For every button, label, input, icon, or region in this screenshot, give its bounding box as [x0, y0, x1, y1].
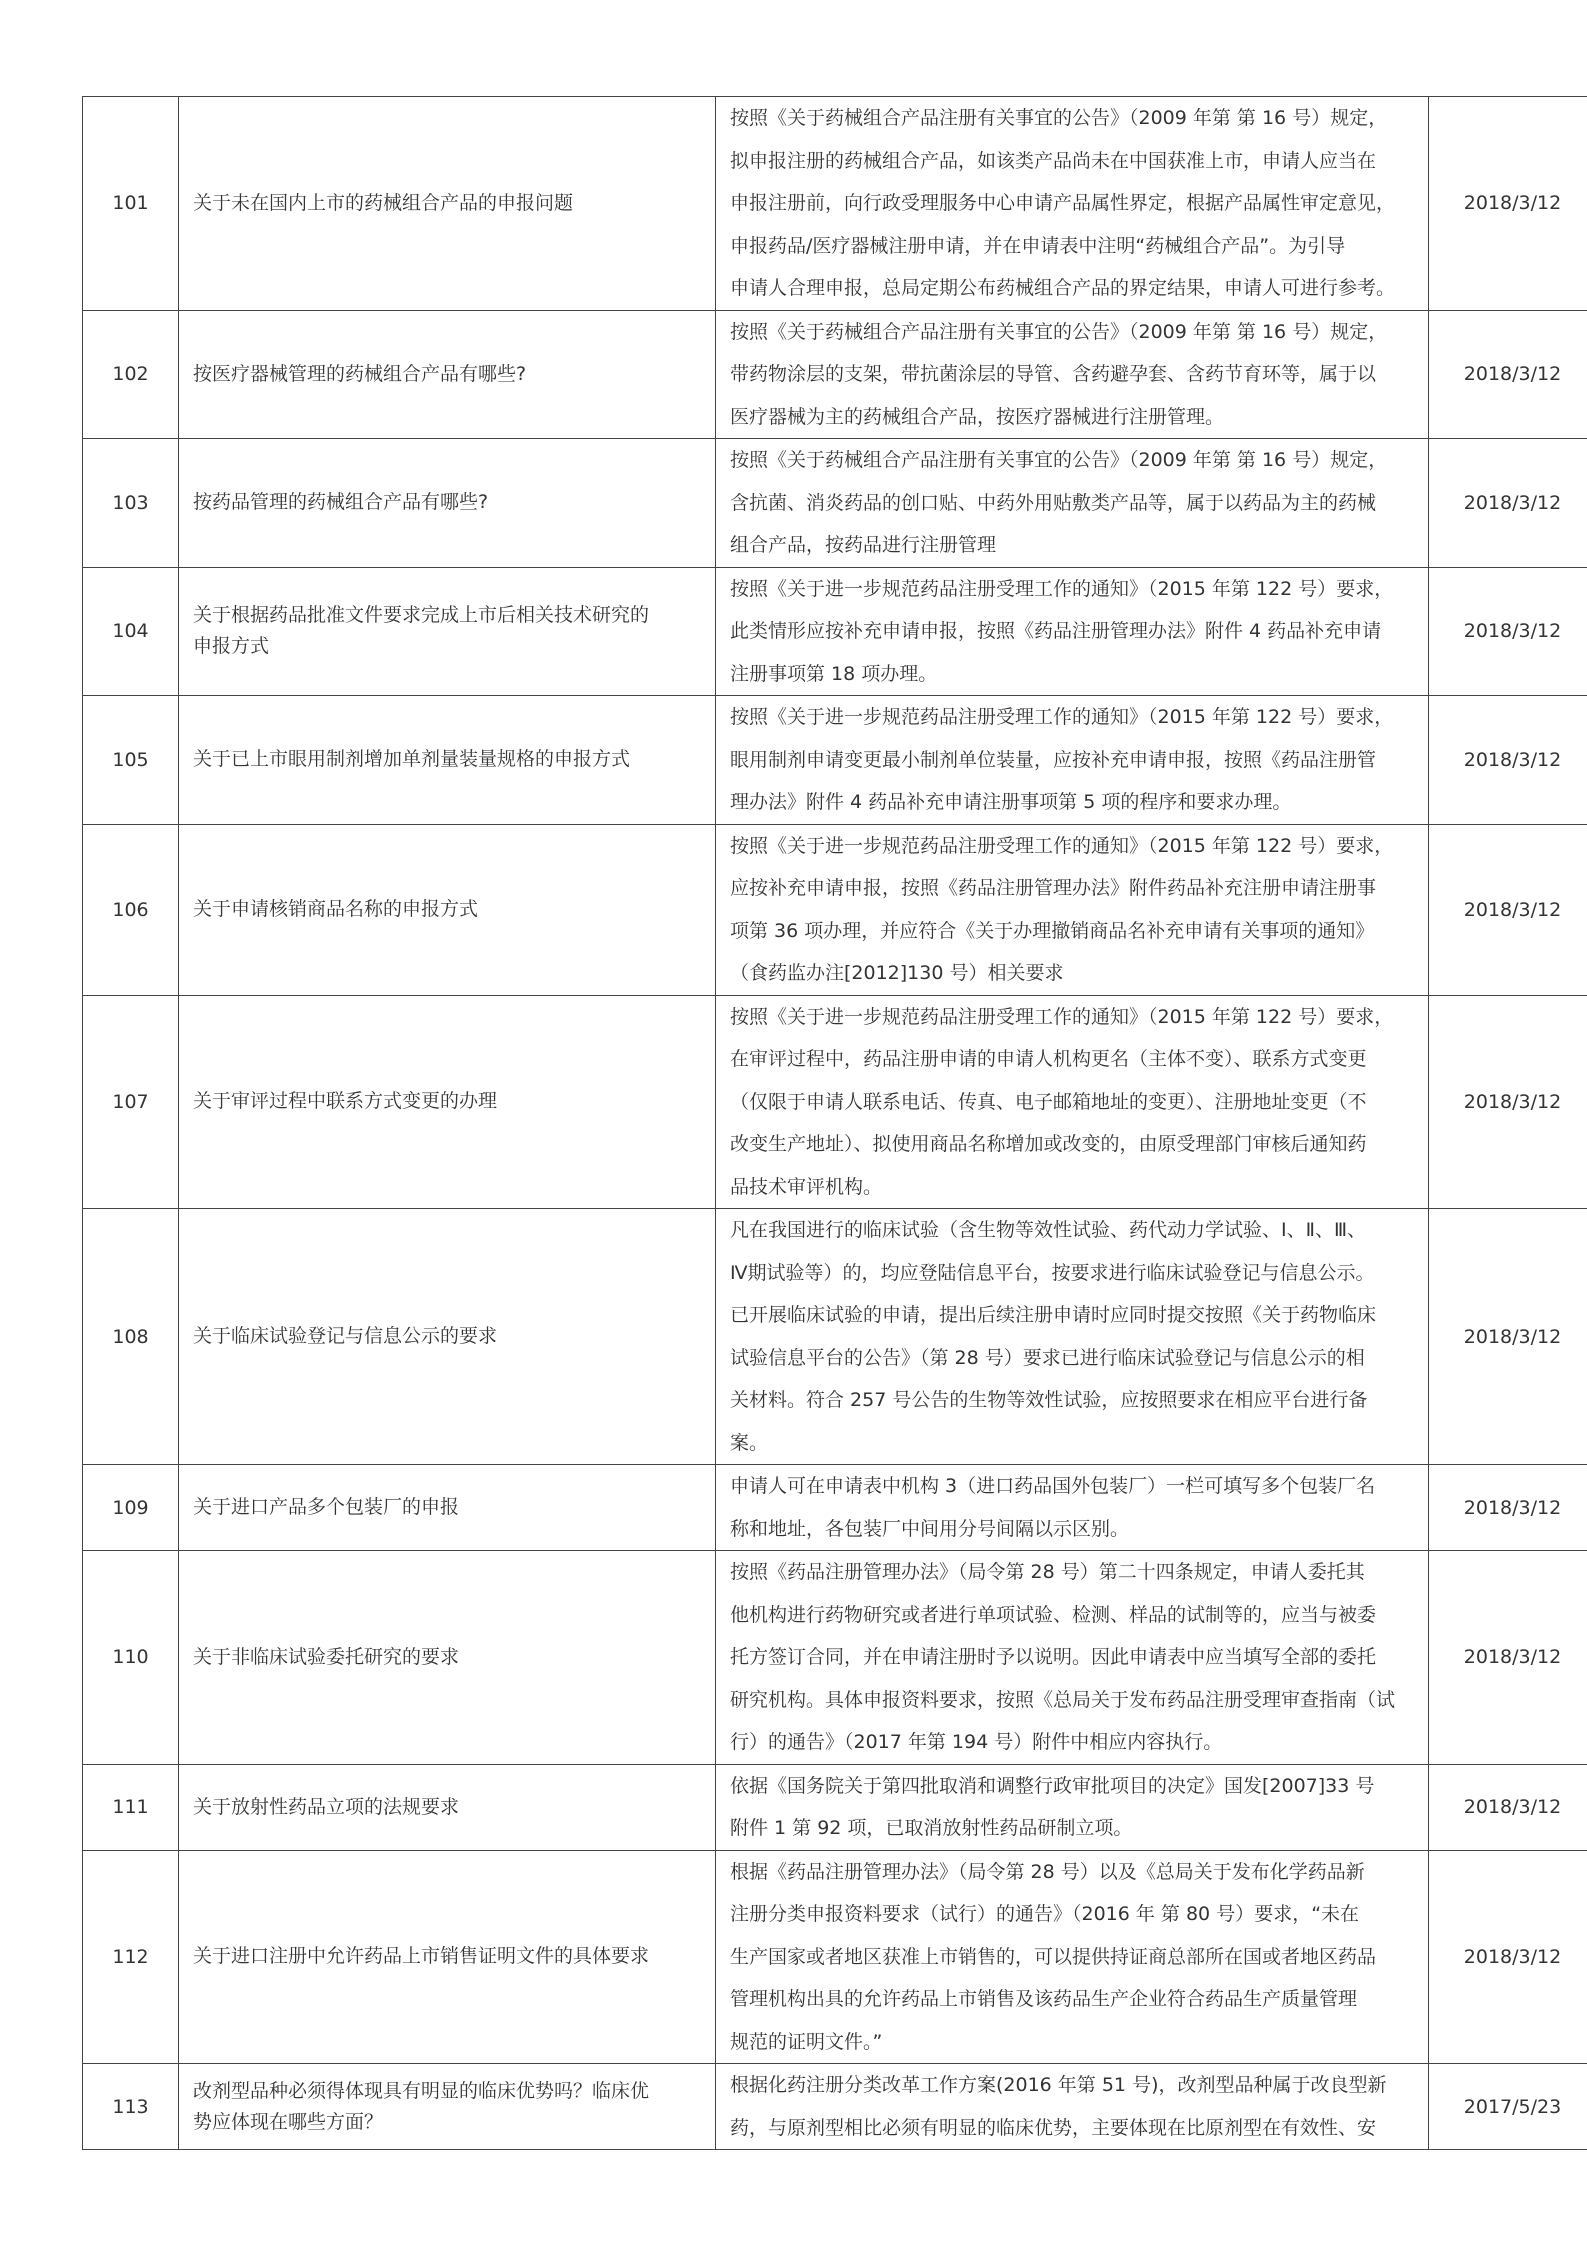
answer-line: 按照《关于药械组合产品注册有关事宜的公告》（2009 年第 第 16 号）规定， [730, 107, 1388, 129]
answer-text [716, 439, 1429, 568]
question-topic: 关于进口产品多个包装厂的申报 [179, 1465, 716, 1551]
answer-text [716, 1551, 1429, 1765]
answer-line: （仅限于申请人联系电话、传真、电子邮箱地址的变更）、注册地址变更（不 [730, 1090, 1367, 1113]
publish-date: 2018/3/12 [1429, 995, 1587, 1209]
answer-line: 按照《关于药械组合产品注册有关事宜的公告》（2009 年第 第 16 号）规定， [730, 449, 1388, 471]
publish-date: 2018/3/12 [1429, 1465, 1587, 1551]
answer-line: 根据化药注册分类改革工作方案(2016 年第 51 号)，改剂型品种属于改良型新 [730, 2074, 1387, 2096]
topic-line: 势应体现在哪些方面？ [193, 2110, 384, 2133]
answer-line: 按照《关于进一步规范药品注册受理工作的通知》（2015 年第 122 号）要求， [730, 577, 1394, 600]
question-topic: 关于进口注册中允许药品上市销售证明文件的具体要求 [179, 1850, 716, 2064]
question-topic: 关于非临床试验委托研究的要求 [179, 1551, 716, 1765]
row-number: 113 [83, 2064, 179, 2150]
answer-line: 申请人可在申请表中机构 3（进口药品国外包装厂）一栏可填写多个包装厂名 [730, 1475, 1376, 1497]
answer-line: 在审评过程中，药品注册申请的申请人机构更名（主体不变）、联系方式变更 [730, 1048, 1367, 1070]
question-topic: 关于已上市眼用制剂增加单剂量装量规格的申报方式 [179, 696, 716, 825]
question-topic: 关于放射性药品立项的法规要求 [179, 1764, 716, 1850]
answer-line: 带药物涂层的支架，带抗菌涂层的导管、含药避孕套、含药节育环等，属于以 [730, 363, 1377, 385]
answer-line: 应按补充申请申报，按照《药品注册管理办法》附件药品补充注册申请注册事 [730, 877, 1377, 899]
answer-text [716, 995, 1429, 1209]
answer-line: 依据《国务院关于第四批取消和调整行政审批项目的决定》国发[2007]33 号 [730, 1774, 1375, 1797]
publish-date: 2018/3/12 [1429, 310, 1587, 439]
table-row [83, 1764, 1587, 1850]
answer-line: 关材料。符合 257 号公告的生物等效性试验，应按照要求在相应平台进行备 [730, 1389, 1368, 1411]
topic-line: 申报方式 [193, 635, 270, 658]
topic-line: 关于根据药品批准文件要求完成上市后相关技术研究的 [193, 604, 650, 627]
answer-line: 注册事项第 18 项办理。 [730, 662, 938, 685]
answer-line: 按照《关于进一步规范药品注册受理工作的通知》（2015 年第 122 号）要求， [730, 706, 1394, 728]
question-topic: 关于未在国内上市的药械组合产品的申报问题 [179, 97, 716, 311]
answer-line: 试验信息平台的公告》（第 28 号）要求已进行临床试验登记与信息公示的相 [730, 1346, 1365, 1369]
answer-line: 按照《关于药械组合产品注册有关事宜的公告》（2009 年第 第 16 号）规定， [730, 320, 1388, 343]
answer-line: 含抗菌、消炎药品的创口贴、中药外用贴敷类产品等，属于以药品为主的药械 [730, 491, 1377, 514]
answer-line: （食药监办注[2012]130 号）相关要求 [730, 962, 1064, 984]
answer-text [716, 696, 1429, 825]
row-number: 112 [83, 1850, 179, 2064]
answer-line: 理办法》附件 4 药品补充申请注册事项第 5 项的程序和要求办理。 [730, 791, 1292, 813]
table-row [83, 1465, 1587, 1551]
table-row [83, 310, 1587, 439]
qa-table [82, 96, 1587, 2150]
answer-text [716, 824, 1429, 995]
publish-date: 2018/3/12 [1429, 1209, 1587, 1465]
table-row [83, 995, 1587, 1209]
question-topic [179, 567, 716, 696]
answer-line: 拟申报注册的药械组合产品，如该类产品尚未在中国获准上市，申请人应当在 [730, 149, 1377, 172]
question-topic: 按药品管理的药械组合产品有哪些? [179, 439, 716, 568]
answer-line: 附件 1 第 92 项，已取消放射性药品研制立项。 [730, 1817, 1133, 1839]
answer-line: 称和地址，各包装厂中间用分号间隔以示区别。 [730, 1517, 1130, 1540]
answer-line: 申请人合理申报，总局定期公布药械组合产品的界定结果，申请人可进行参考。 [730, 277, 1396, 299]
row-number: 106 [83, 824, 179, 995]
row-number: 110 [83, 1551, 179, 1765]
table-row [83, 1209, 1587, 1465]
answer-line: 注册分类申报资料要求（试行）的通告》（2016 年 第 80 号）要求，“未在 [730, 1903, 1360, 1925]
answer-line: 已开展临床试验的申请，提出后续注册申请时应同时提交按照《关于药物临床 [730, 1304, 1377, 1326]
answer-text [716, 1764, 1429, 1850]
row-number: 108 [83, 1209, 179, 1465]
row-number: 111 [83, 1764, 179, 1850]
row-number: 105 [83, 696, 179, 825]
table-row [83, 1850, 1587, 2064]
question-topic: 关于申请核销商品名称的申报方式 [179, 824, 716, 995]
row-number: 104 [83, 567, 179, 696]
answer-line: 此类情形应按补充申请申报，按照《药品注册管理办法》附件 4 药品补充申请 [730, 620, 1382, 642]
answer-line: 品技术审评机构。 [730, 1175, 883, 1198]
topic-line: 改剂型品种必须得体现具有明显的临床优势吗？临床优 [193, 2079, 650, 2102]
publish-date: 2018/3/12 [1429, 1850, 1587, 2064]
publish-date: 2018/3/12 [1429, 567, 1587, 696]
answer-line: 组合产品，按药品进行注册管理 [730, 534, 997, 556]
answer-line: 管理机构出具的允许药品上市销售及该药品生产企业符合药品生产质量管理 [730, 1988, 1358, 2010]
answer-line: 生产国家或者地区获准上市销售的，可以提供持证商总部所在国或者地区药品 [730, 1945, 1377, 1968]
publish-date: 2018/3/12 [1429, 1764, 1587, 1850]
answer-line: Ⅳ期试验等）的，均应登陆信息平台，按要求进行临床试验登记与信息公示。 [730, 1261, 1375, 1284]
answer-line: 案。 [730, 1431, 769, 1454]
answer-line: 规范的证明文件。” [730, 2030, 883, 2053]
row-number: 102 [83, 310, 179, 439]
table-row [83, 1551, 1587, 1765]
table-row [83, 97, 1587, 311]
answer-line: 按照《关于进一步规范药品注册受理工作的通知》（2015 年第 122 号）要求， [730, 834, 1394, 857]
publish-date: 2017/5/23 [1429, 2064, 1587, 2150]
answer-line: 他机构进行药物研究或者进行单项试验、检测、样品的试制等的，应当与被委 [730, 1603, 1377, 1626]
answer-line: 根据《药品注册管理办法》（局令第 28 号）以及《总局关于发布化学药品新 [730, 1860, 1365, 1883]
table-row [83, 824, 1587, 995]
answer-line: 药，与原剂型相比必须有明显的临床优势，主要体现在比原剂型在有效性、安 [730, 2116, 1377, 2139]
question-topic: 关于临床试验登记与信息公示的要求 [179, 1209, 716, 1465]
answer-line: 改变生产地址）、拟使用商品名称增加或改变的，由原受理部门审核后通知药 [730, 1133, 1367, 1155]
publish-date: 2018/3/12 [1429, 439, 1587, 568]
answer-line: 项第 36 项办理，并应符合《关于办理撤销商品名补充申请有关事项的通知》 [730, 919, 1375, 942]
publish-date: 2018/3/12 [1429, 97, 1587, 311]
question-topic: 按医疗器械管理的药械组合产品有哪些? [179, 310, 716, 439]
row-number: 101 [83, 97, 179, 311]
publish-date: 2018/3/12 [1429, 824, 1587, 995]
row-number: 107 [83, 995, 179, 1209]
answer-line: 行）的通告》（2017 年第 194 号）附件中相应内容执行。 [730, 1731, 1223, 1753]
row-number: 103 [83, 439, 179, 568]
answer-text [716, 1850, 1429, 2064]
table-row [83, 2064, 1587, 2150]
answer-text [716, 1209, 1429, 1465]
answer-line: 申报药品/医疗器械注册申请，并在申请表中注明“药械组合产品”。为引导 [730, 234, 1346, 257]
table-row [83, 696, 1587, 825]
table-row [83, 439, 1587, 568]
answer-line: 按照《关于进一步规范药品注册受理工作的通知》（2015 年第 122 号）要求， [730, 1005, 1394, 1028]
row-number: 109 [83, 1465, 179, 1551]
answer-line: 按照《药品注册管理办法》（局令第 28 号）第二十四条规定，申请人委托其 [730, 1561, 1365, 1583]
answer-text [716, 1465, 1429, 1551]
answer-line: 凡在我国进行的临床试验（含生物等效性试验、药代动力学试验、Ⅰ、Ⅱ、Ⅲ、 [730, 1219, 1367, 1241]
answer-text [716, 2064, 1429, 2150]
answer-line: 医疗器械为主的药械组合产品，按医疗器械进行注册管理。 [730, 405, 1225, 428]
question-topic [179, 2064, 716, 2150]
answer-line: 研究机构。具体申报资料要求，按照《总局关于发布药品注册受理审查指南（试 [730, 1688, 1396, 1711]
answer-text [716, 310, 1429, 439]
publish-date: 2018/3/12 [1429, 1551, 1587, 1765]
answer-line: 托方签订合同，并在申请注册时予以说明。因此申请表中应当填写全部的委托 [730, 1646, 1377, 1668]
qa-table-body [83, 97, 1587, 2150]
answer-line: 申报注册前，向行政受理服务中心申请产品属性界定，根据产品属性审定意见， [730, 192, 1396, 214]
answer-text [716, 97, 1429, 311]
question-topic: 关于审评过程中联系方式变更的办理 [179, 995, 716, 1209]
table-row [83, 567, 1587, 696]
publish-date: 2018/3/12 [1429, 696, 1587, 825]
answer-text [716, 567, 1429, 696]
answer-line: 眼用制剂申请变更最小制剂单位装量，应按补充申请申报，按照《药品注册管 [730, 748, 1377, 771]
